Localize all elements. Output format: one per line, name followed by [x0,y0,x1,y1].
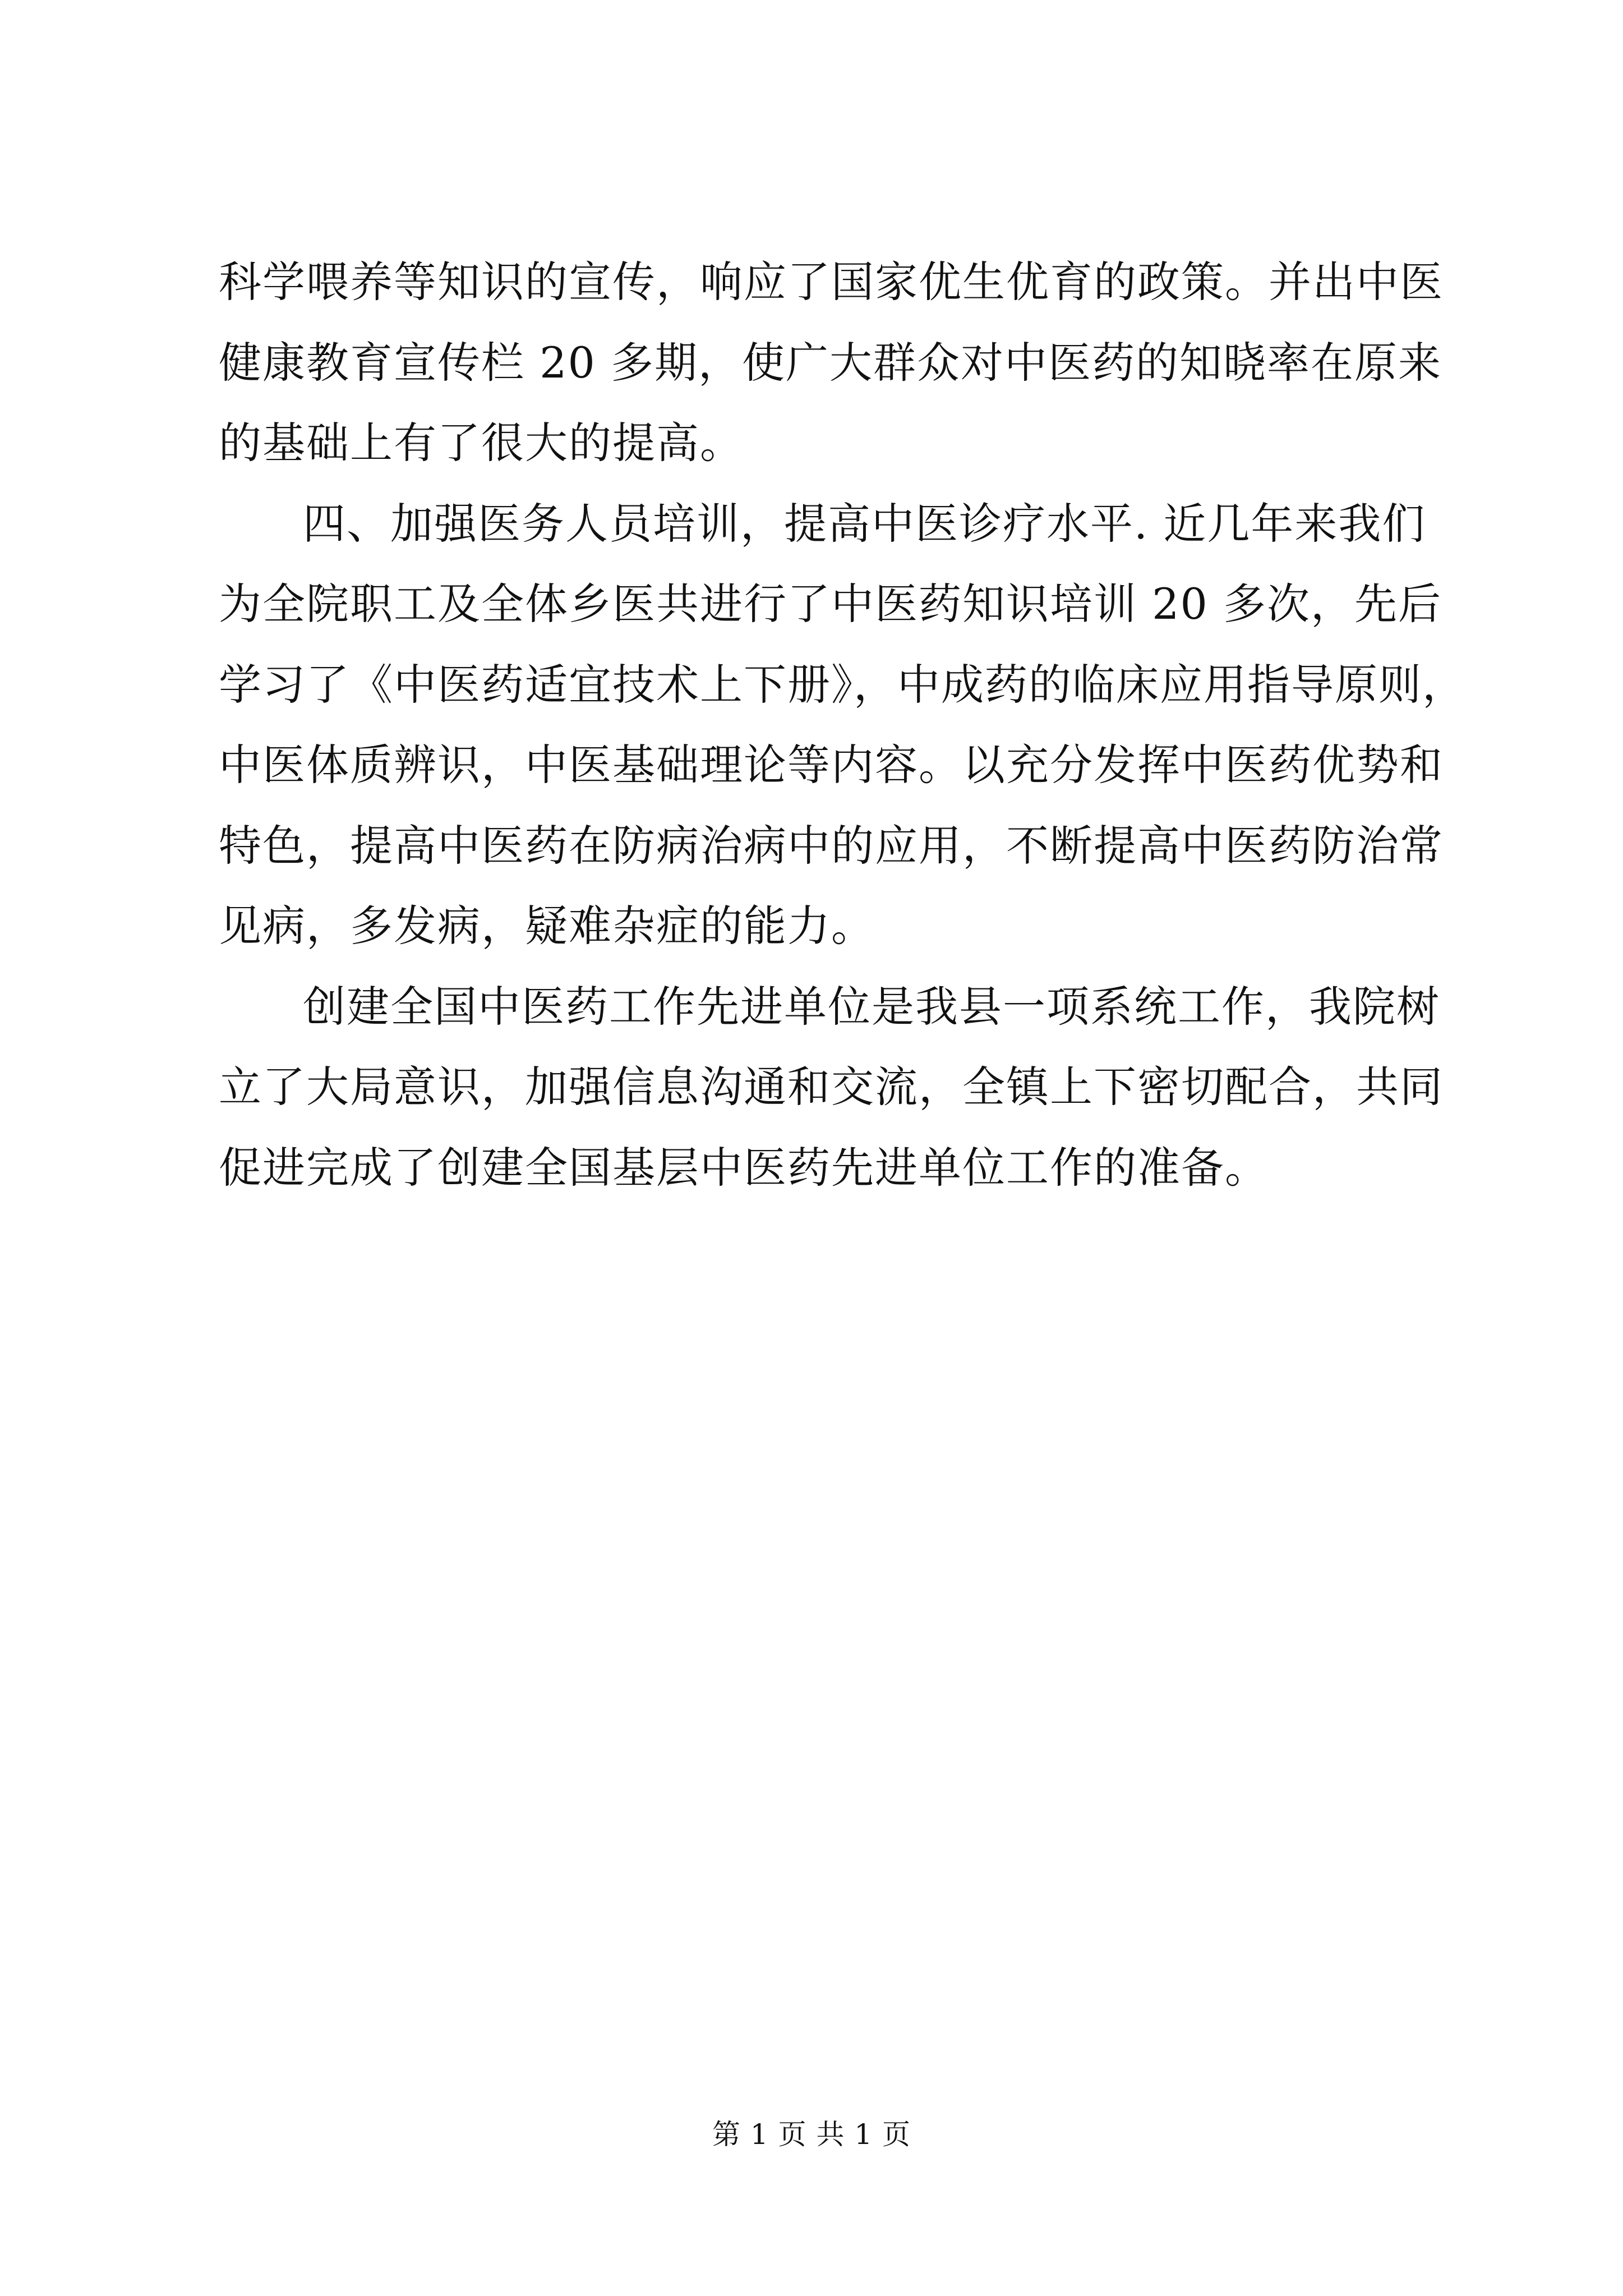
document-body [219,255,1466,1221]
page-footer: 第 1 页 共 1 页 [712,2118,911,2151]
text-line: 健康教育宣传栏 20 多期，使广大群众对中医药的知晓率在原来 [219,337,1442,388]
text-line: 学习了《中医药适宜技术上下册》，中成药的临床应用指导原则， [219,659,1466,710]
text-line: 为全院职工及全体乡医共进行了中医药知识培训 20 多次，先后 [219,579,1442,629]
text-line: 立了大局意识，加强信息沟通和交流，全镇上下密切配合，共同 [219,1062,1444,1112]
text-line: 特色，提高中医药在防病治病中的应用，不断提高中医药防治常 [219,820,1444,871]
text-line: 见病，多发病，疑难杂症的能力。 [219,901,875,951]
text-line: 的基础上有了很大的提高。 [219,418,744,468]
text-line: 中医体质辨识，中医基础理论等内容。以充分发挥中医药优势和 [219,740,1444,790]
text-line: 促进完成了创建全国基层中医药先进单位工作的准备。 [219,1142,1269,1193]
paragraph-start-line: 四、加强医务人员培训，提高中医诊疗水平. 近几年来我们 [303,498,1426,549]
text-line: 科学喂养等知识的宣传，响应了国家优生优育的政策。并出中医 [219,257,1444,307]
paragraph-start-line: 创建全国中医药工作先进单位是我县一项系统工作，我院树 [303,981,1440,1032]
